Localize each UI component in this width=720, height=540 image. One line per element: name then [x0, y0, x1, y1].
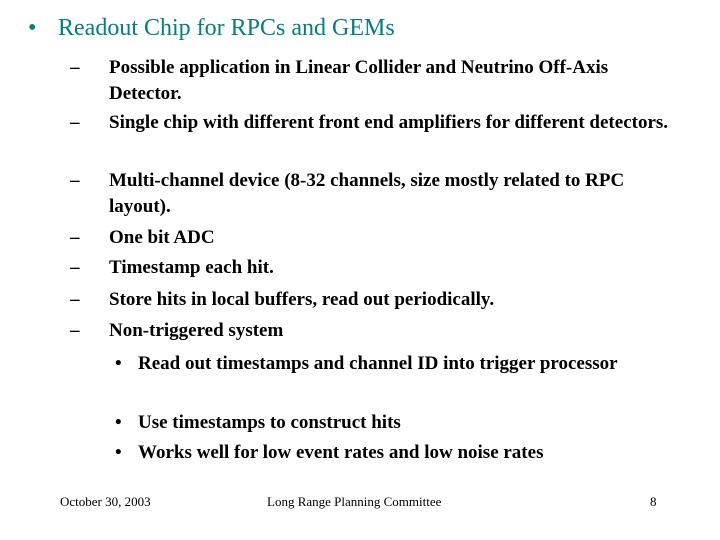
footer-page-number: 8 — [650, 494, 657, 509]
bullet-text: Timestamp each hit. — [109, 257, 274, 278]
dash-marker: – — [70, 289, 80, 310]
dash-marker: – — [70, 227, 80, 248]
bullet-text: Non-triggered system — [109, 320, 284, 341]
bullet-item — [70, 55, 669, 107]
bullet-text: Single chip with different front end amplifiers for different detectors. — [109, 112, 669, 133]
bullet-item — [70, 255, 669, 281]
dot-marker: • — [115, 412, 122, 433]
dot-marker: • — [115, 353, 122, 374]
dash-marker: – — [70, 57, 80, 78]
bullet-text: Multi-channel device (8-32 channels, size mostly related to RPC layout). — [109, 170, 625, 217]
bullet-item — [70, 318, 669, 344]
footer-committee: Long Range Planning Committee — [267, 494, 442, 509]
bullet-item — [70, 225, 669, 251]
title-text: Readout Chip for RPCs and GEMs — [58, 15, 395, 41]
sub-bullet-text: Read out timestamps and channel ID into trigger processor — [138, 353, 618, 374]
dash-marker: – — [70, 112, 80, 133]
bullet-item — [70, 110, 669, 136]
dash-marker: – — [70, 257, 80, 278]
bullet-text: Possible application in Linear Collider and Neutrino Off-Axis Detector. — [109, 57, 609, 104]
sub-bullet-item — [115, 440, 658, 466]
bullet-item — [70, 287, 669, 313]
slide-title — [28, 12, 395, 44]
sub-bullet-item — [115, 351, 658, 377]
footer-date: October 30, 2003 — [60, 494, 151, 509]
bullet-item — [70, 168, 669, 220]
dash-marker: – — [70, 170, 80, 191]
bullet-text: Store hits in local buffers, read out periodically. — [109, 289, 495, 310]
sub-bullet-text: Works well for low event rates and low noise rates — [138, 442, 544, 463]
sub-bullet-item — [115, 410, 658, 436]
title-bullet: • — [28, 15, 37, 41]
bullet-text: One bit ADC — [109, 227, 215, 248]
dash-marker: – — [70, 320, 80, 341]
dot-marker: • — [115, 442, 122, 463]
sub-bullet-text: Use timestamps to construct hits — [138, 412, 401, 433]
